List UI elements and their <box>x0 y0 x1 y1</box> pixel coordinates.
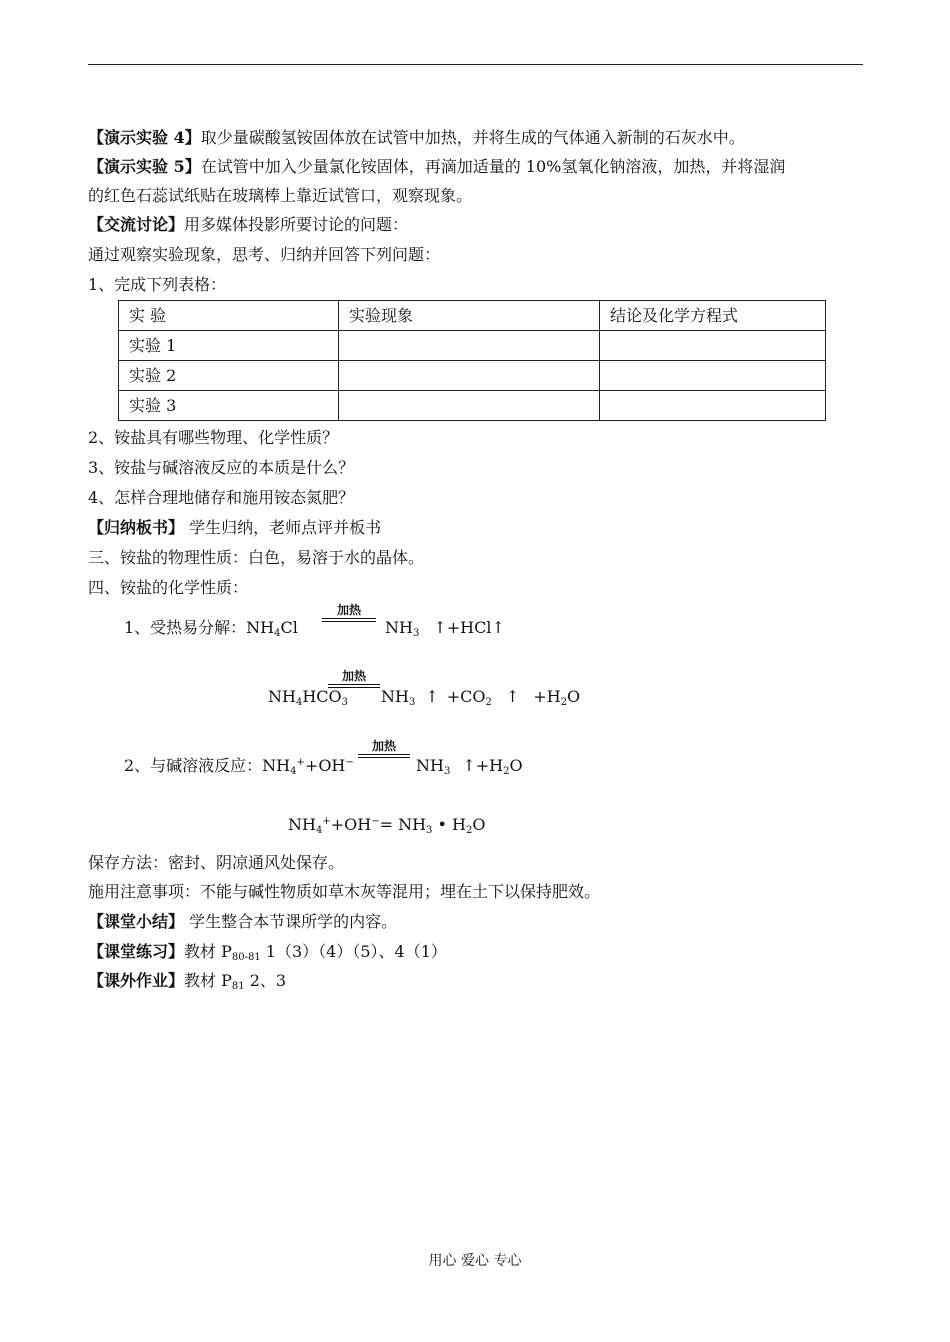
physical-properties: 三、铵盐的物理性质：白色，易溶于水的晶体。 <box>88 548 425 567</box>
table-cell <box>339 331 600 361</box>
eq4-sup2: − <box>371 816 380 827</box>
summary-tag: 【归纳板书】 <box>88 518 185 537</box>
practice-line <box>88 942 447 962</box>
eq4-sub3: 2 <box>465 825 473 836</box>
discuss-text: 用多媒体投影所要讨论的问题： <box>184 215 409 234</box>
table-row <box>119 361 826 391</box>
table-cell <box>600 391 826 421</box>
storage-method: 保存方法：密封、阴凉通风处保存。 <box>88 853 345 872</box>
demo4-line <box>88 128 745 148</box>
eq4-a: NH <box>288 815 316 834</box>
heat-condition-1 <box>322 604 376 622</box>
demo4-text: 取少量碳酸氢铵固体放在试管中加热，并将生成的气体通入新制的石灰水中。 <box>200 128 745 147</box>
gas-arrow-icon: ↑ <box>425 687 439 706</box>
equilibrium-bars <box>328 684 380 688</box>
equilibrium-bars <box>322 618 376 622</box>
eq3-sup2: − <box>345 757 354 768</box>
condition-label: 加热 <box>341 669 366 683</box>
eq1-prefix: 1、受热易分解：NH <box>124 618 275 637</box>
eq3-p1-sub: 3 <box>443 766 451 777</box>
equation-2-reactant <box>268 687 348 707</box>
eq2-r-sub: 4 <box>295 697 303 708</box>
discuss-tag: 【交流讨论】 <box>88 215 185 234</box>
question-4: 4、怎样合理地储存和施用铵态氮肥？ <box>88 488 355 507</box>
table-cell <box>339 361 600 391</box>
gas-arrow-icon: ↑ <box>505 687 520 706</box>
gas-arrow-icon: ↑ <box>433 618 447 637</box>
eq2-p1-sub: 3 <box>408 697 416 708</box>
class-summary-text: 学生整合本节课所学的内容。 <box>184 912 398 931</box>
condition-label: 加热 <box>371 739 396 753</box>
observe-line: 通过观察实验现象，思考、归纳并回答下列问题： <box>88 245 441 264</box>
eq3-p2-end: O <box>509 756 523 775</box>
table-cell: 实验 3 <box>119 391 339 421</box>
demo5-line2: 的红色石蕊试纸贴在玻璃棒上靠近试管口，观察现象。 <box>88 186 473 205</box>
experiment-table <box>118 300 826 421</box>
table-header-cell: 实验现象 <box>339 301 600 331</box>
chemical-properties: 四、铵盐的化学性质： <box>88 578 249 597</box>
practice-rest: 1（3）（4）（5）、4（1） <box>260 942 447 961</box>
eq2-r-sub2: 3 <box>341 697 349 708</box>
eq4-end: O <box>472 815 486 834</box>
class-summary-tag: 【课堂小结】 <box>88 912 185 931</box>
homework-tag: 【课外作业】 <box>88 971 185 990</box>
summary-text: 学生归纳，老师点评并板书 <box>184 518 382 537</box>
eq3-p2: +H <box>475 756 504 775</box>
practice-text: 教材 P <box>184 942 232 961</box>
summary-line <box>88 518 381 538</box>
table-cell <box>600 361 826 391</box>
eq2-p2: +CO <box>446 687 486 706</box>
table-cell <box>600 331 826 361</box>
eq1-sub: 4 <box>274 628 281 639</box>
demo4-tag: 【演示实验 4】 <box>88 128 201 147</box>
question-1: 1、完成下列表格： <box>88 275 227 294</box>
eq2-p1: NH <box>381 687 409 706</box>
eq4-sup: + <box>322 816 331 827</box>
eq4-sub: 4 <box>315 825 323 836</box>
table-cell <box>339 391 600 421</box>
homework-page-sub: 81 <box>231 981 245 992</box>
heat-condition-3 <box>358 740 410 758</box>
table-cell: 实验 2 <box>119 361 339 391</box>
demo5-tag: 【演示实验 5】 <box>88 157 201 176</box>
equation-1-reactant <box>124 618 298 638</box>
equation-3-reactants <box>124 756 354 776</box>
eq2-p3-sub: 2 <box>560 697 568 708</box>
eq2-p3-end: O <box>567 687 581 706</box>
table-cell: 实验 1 <box>119 331 339 361</box>
homework-rest: 2、3 <box>244 971 287 990</box>
equation-4 <box>288 815 485 835</box>
eq2-p2-sub: 2 <box>485 697 492 708</box>
table-row <box>119 331 826 361</box>
equation-1-products <box>385 618 505 638</box>
table-header-cell: 结论及化学方程式 <box>600 301 826 331</box>
eq3-sub: 4 <box>290 766 297 777</box>
question-2: 2、铵盐具有哪些物理、化学性质？ <box>88 428 339 447</box>
practice-page-sub: 80-81 <box>231 952 261 963</box>
class-summary-line <box>88 912 397 932</box>
eq3-sup: + <box>296 757 305 768</box>
table-row <box>119 391 826 421</box>
demo5-line <box>88 157 785 177</box>
header-rule <box>88 64 863 65</box>
usage-caution: 施用注意事项：不能与碱性物质如草木灰等混用；埋在土下以保持肥效。 <box>88 882 601 901</box>
equation-3-products <box>416 756 523 776</box>
eq4-dot: • H <box>432 815 466 834</box>
eq3-prefix: 2、与碱溶液反应：NH <box>124 756 291 775</box>
table-header-cell: 实 验 <box>119 301 339 331</box>
eq3-p1: NH <box>416 756 444 775</box>
demo5-text: 在试管中加入少量氯化铵固体，再滴加适量的 10%氢氧化钠溶液，加热，并将湿润 <box>200 157 786 176</box>
question-3: 3、铵盐与碱溶液反应的本质是什么？ <box>88 458 355 477</box>
eq2-r: NH <box>268 687 296 706</box>
eq1-rest: Cl <box>280 618 298 637</box>
gas-arrow-icon: ↑ <box>462 756 476 775</box>
condition-label: 加热 <box>336 603 361 617</box>
homework-line <box>88 971 286 991</box>
eq1-p2: +HCl <box>446 618 492 637</box>
equilibrium-bars <box>358 754 410 758</box>
gas-arrow-icon: ↑ <box>491 618 505 637</box>
eq2-r-mid: HCO <box>302 687 342 706</box>
eq1-p1-sub: 3 <box>412 628 420 639</box>
discuss-line <box>88 215 408 235</box>
practice-tag: 【课堂练习】 <box>88 942 185 961</box>
equation-2-products <box>381 687 580 707</box>
table-header-row <box>119 301 826 331</box>
eq1-p1: NH <box>385 618 413 637</box>
eq2-p3: +H <box>533 687 561 706</box>
eq4-eq: = NH <box>379 815 427 834</box>
page-footer: 用心 爱心 专心 <box>428 1253 522 1269</box>
eq3-mid: +OH <box>304 756 346 775</box>
eq3-p2-sub: 2 <box>503 766 510 777</box>
eq4-mid: +OH <box>330 815 372 834</box>
homework-text: 教材 P <box>184 971 232 990</box>
heat-condition-2 <box>328 670 380 688</box>
eq4-sub2: 3 <box>426 825 433 836</box>
